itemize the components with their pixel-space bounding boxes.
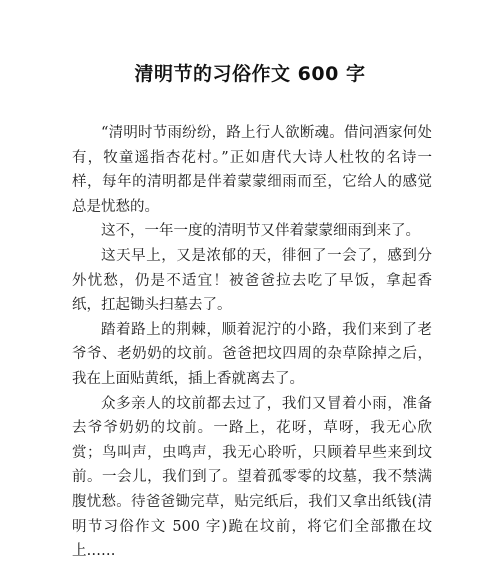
paragraph-5: 众多亲人的坟前都去过了，我们又冒着小雨，准备去爷爷奶奶的坟前。一路上，花呀，草呀，我无心欣赏；鸟叫声，虫鸣声，我无心聆听，只顾着早些来到坟前。一会儿，我们到了。望着孤零零的坟墓，我不禁满腹忧愁。待爸爸锄完草，贴完纸后，我们又拿出纸钱(清明节习俗作文 500 字)跪在坟前，将它们全部撒在坟上…… xyxy=(72,395,432,560)
paragraph-1: “清明时节雨纷纷，路上行人欲断魂。借问酒家何处有，牧童遥指杏花村。”正如唐代大诗人杜牧的名诗一样，每年的清明都是伴着蒙蒙细雨而至，它给人的感觉总是忧愁的。 xyxy=(72,125,432,215)
paragraph-2: 这不，一年一度的清明节又伴着蒙蒙细雨到来了。 xyxy=(101,223,420,240)
document-title: 清明节的习俗作文 600 字 xyxy=(134,63,366,85)
document-body xyxy=(72,121,432,564)
paragraph-4: 踏着路上的荆棘，顺着泥泞的小路，我们来到了老爷爷、老奶奶的坟前。爸爸把坟四周的杂草除掉之后，我在上面贴黄纸，插上香就离去了。 xyxy=(72,321,432,387)
paragraph-3: 这天早上，又是浓郁的天，徘徊了一会了，感到分外忧愁，仍是不适宜！被爸爸拉去吃了早饭，拿起香纸，扛起锄头扫墓去了。 xyxy=(72,247,432,314)
